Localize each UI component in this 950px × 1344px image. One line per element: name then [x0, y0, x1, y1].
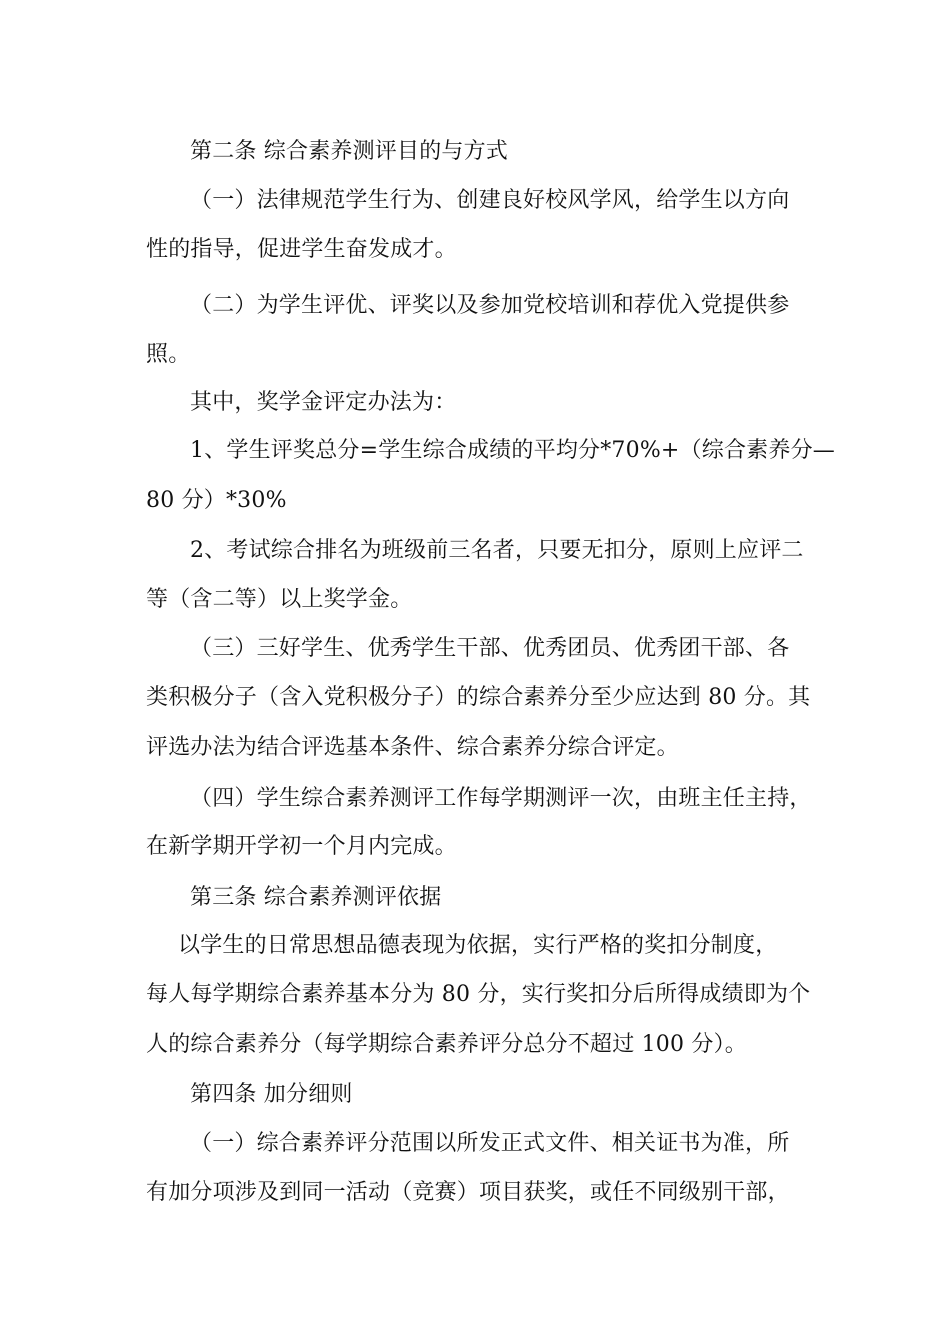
paragraph-line: 类积极分子（含入党积极分子）的综合素养分至少应达到 80 分。其	[146, 685, 811, 710]
paragraph-line: 2、考试综合排名为班级前三名者，只要无扣分，原则上应评二	[190, 538, 804, 563]
paragraph-line: 有加分项涉及到同一活动（竞赛）项目获奖，或任不同级别干部，	[146, 1180, 790, 1205]
paragraph-line: （一）法律规范学生行为、创建良好校风学风，给学生以方向	[190, 188, 790, 213]
paragraph-line: （二）为学生评优、评奖以及参加党校培训和荐优入党提供参	[190, 293, 790, 318]
paragraph-line: （一）综合素养评分范围以所发正式文件、相关证书为准，所	[190, 1131, 790, 1156]
paragraph-line: 评选办法为结合评选基本条件、综合素养分综合评定。	[146, 735, 679, 760]
paragraph-line: 照。	[146, 342, 191, 367]
article-2-heading: 第二条 综合素养测评目的与方式	[190, 139, 508, 164]
paragraph-line: 等（含二等）以上奖学金。	[146, 587, 413, 612]
paragraph-line: 其中，奖学金评定办法为：	[190, 390, 457, 415]
paragraph-line: 在新学期开学初一个月内完成。	[146, 834, 457, 859]
article-3-heading: 第三条 综合素养测评依据	[190, 885, 442, 910]
article-4-heading: 第四条 加分细则	[190, 1082, 353, 1107]
paragraph-line: 每人每学期综合素养基本分为 80 分，实行奖扣分后所得成绩即为个	[146, 982, 811, 1007]
paragraph-line: 性的指导，促进学生奋发成才。	[146, 237, 457, 262]
paragraph-line: 80 分）*30%	[146, 488, 287, 513]
paragraph-line: 以学生的日常思想品德表现为依据，实行严格的奖扣分制度，	[178, 933, 778, 958]
paragraph-line: （三）三好学生、优秀学生干部、优秀团员、优秀团干部、各	[190, 636, 790, 661]
paragraph-line: 1、学生评奖总分=学生综合成绩的平均分*70%+（综合素养分—	[190, 438, 835, 463]
paragraph-line: （四）学生综合素养测评工作每学期测评一次，由班主任主持，	[190, 786, 812, 811]
paragraph-line: 人的综合素养分（每学期综合素养评分总分不超过 100 分）。	[146, 1032, 747, 1057]
